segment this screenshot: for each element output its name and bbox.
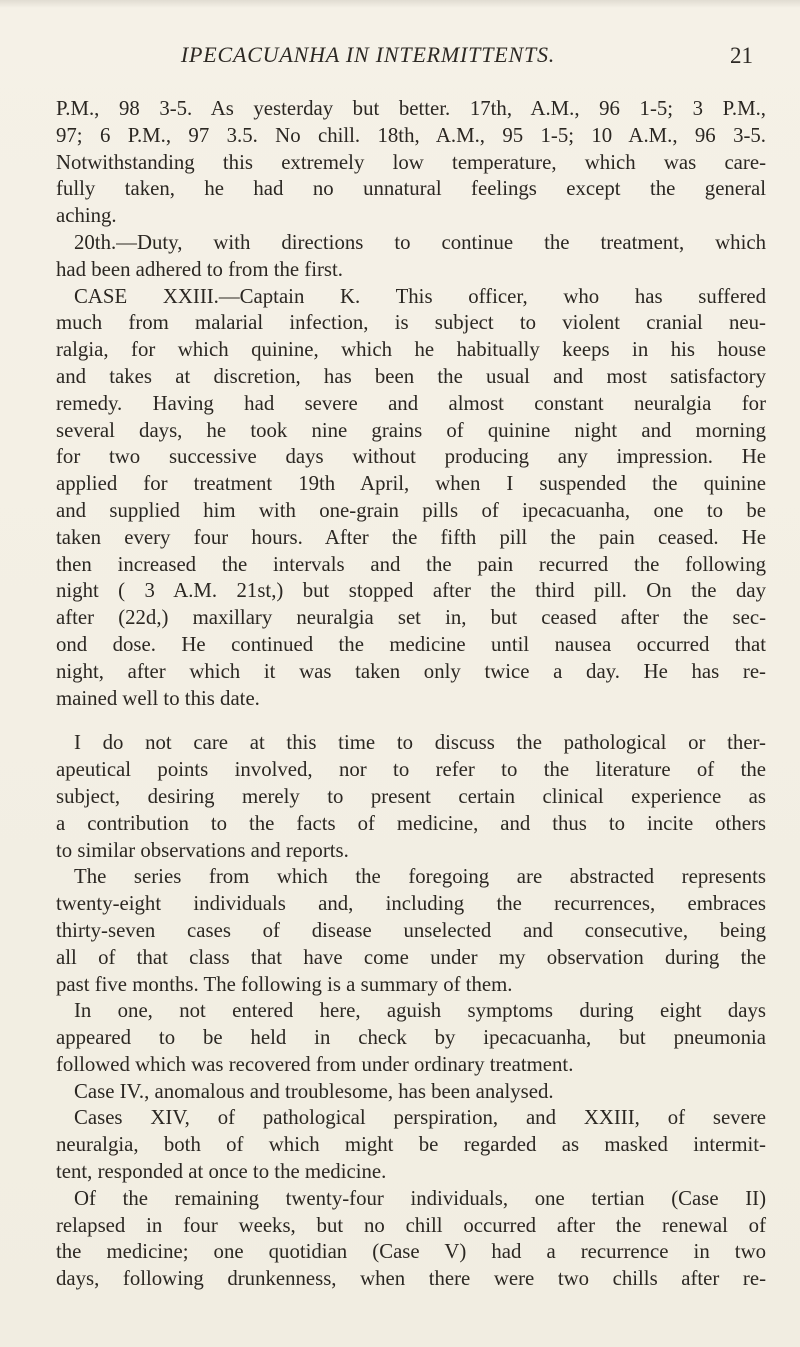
text-line: followed which was recovered from under ordinary treatment.	[56, 1052, 574, 1076]
text-line: twenty-eight individuals and, including the recurrences, embraces	[56, 892, 766, 916]
text-line: In one, not entered here, aguish symptoms during eight days	[74, 999, 766, 1023]
text-line: thirty-seven cases of disease unselected and consecutive, being	[56, 918, 766, 942]
text-line: ond dose. He continued the medicine until nausea occurred that	[56, 632, 766, 656]
text-line: mained well to this date.	[56, 686, 260, 710]
text-line: fully taken, he had no unnatural feelings except the general	[56, 177, 766, 201]
text-line: Cases XIV, of pathological perspiration, and XXIII, of severe	[74, 1106, 766, 1130]
text-line: to similar observations and reports.	[56, 838, 349, 862]
text-line: The series from which the foregoing are abstracted represents	[74, 865, 766, 889]
text-line: a contribution to the facts of medicine, and thus to incite others	[56, 811, 766, 835]
text-line: night, after which it was taken only twice a day. He has re-	[56, 659, 766, 683]
text-line: Of the remaining twenty-four individuals, one tertian (Case II)	[74, 1186, 766, 1210]
text-line: Notwithstanding this extremely low temperature, which was care-	[56, 150, 766, 174]
text-line: subject, desiring merely to present certain clinical experience as	[56, 784, 766, 808]
text-line: 97; 6 P.M., 97 3.5. No chill. 18th, A.M., 95 1-5; 10 A.M., 96 3-5.	[56, 123, 766, 147]
text-line: remedy. Having had severe and almost constant neuralgia for	[56, 391, 766, 415]
text-line: past five months. The following is a summary of them.	[56, 972, 513, 996]
text-line: days, following drunkenness, when there were two chills after re-	[56, 1267, 766, 1291]
page-number: 21	[730, 43, 753, 68]
text-line: then increased the intervals and the pain recurred the following	[56, 552, 766, 576]
text-line: ralgia, for which quinine, which he habitually keeps in his house	[56, 338, 766, 362]
text-line: P.M., 98 3-5. As yesterday but better. 17th, A.M., 96 1-5; 3 P.M.,	[56, 97, 766, 120]
text-line: much from malarial infection, is subject to violent cranial neu-	[56, 311, 766, 335]
running-header: IPECACUANHA IN INTERMITTENTS.	[180, 42, 556, 67]
text-line: all of that class that have come under my observation during the	[56, 945, 766, 969]
text-line: night ( 3 A.M. 21st,) but stopped after the third pill. On the day	[56, 579, 766, 603]
text-line: aching.	[56, 204, 117, 228]
text-line: tent, responded at once to the medicine.	[56, 1160, 387, 1184]
text-line: apeutical points involved, nor to refer to the literature of the	[56, 758, 766, 782]
text-line: several days, he took nine grains of quinine night and morning	[56, 418, 766, 442]
page-top-shadow	[0, 0, 800, 8]
text-line: applied for treatment 19th April, when I suspended the quinine	[56, 472, 766, 496]
text-line: taken every four hours. After the fifth pill the pain ceased. He	[56, 525, 766, 549]
text-line: Case IV., anomalous and troublesome, has been analysed.	[74, 1079, 554, 1103]
text-line: had been adhered to from the first.	[56, 257, 344, 281]
text-line: neuralgia, both of which might be regarded as masked intermit-	[56, 1133, 766, 1157]
text-line: the medicine; one quotidian (Case V) had a recurrence in two	[56, 1240, 766, 1264]
text-line: and takes at discretion, has been the usual and most satisfactory	[56, 364, 766, 388]
page-body	[56, 96, 766, 1293]
text-line: CASE XXIII.—Captain K. This officer, who has suffered	[74, 284, 766, 308]
text-line: 20th.—Duty, with directions to continue the treatment, which	[74, 230, 766, 254]
text-line: for two successive days without producing any impression. He	[56, 445, 766, 469]
text-line: relapsed in four weeks, but no chill occurred after the renewal of	[56, 1213, 766, 1237]
text-line: I do not care at this time to discuss the pathological or ther-	[74, 731, 766, 755]
text-line: after (22d,) maxillary neuralgia set in, but ceased after the sec-	[56, 606, 766, 630]
text-line: appeared to be held in check by ipecacuanha, but pneumonia	[56, 1026, 766, 1050]
text-line: and supplied him with one-grain pills of ipecacuanha, one to be	[56, 498, 766, 522]
paragraph-gap	[56, 712, 766, 730]
